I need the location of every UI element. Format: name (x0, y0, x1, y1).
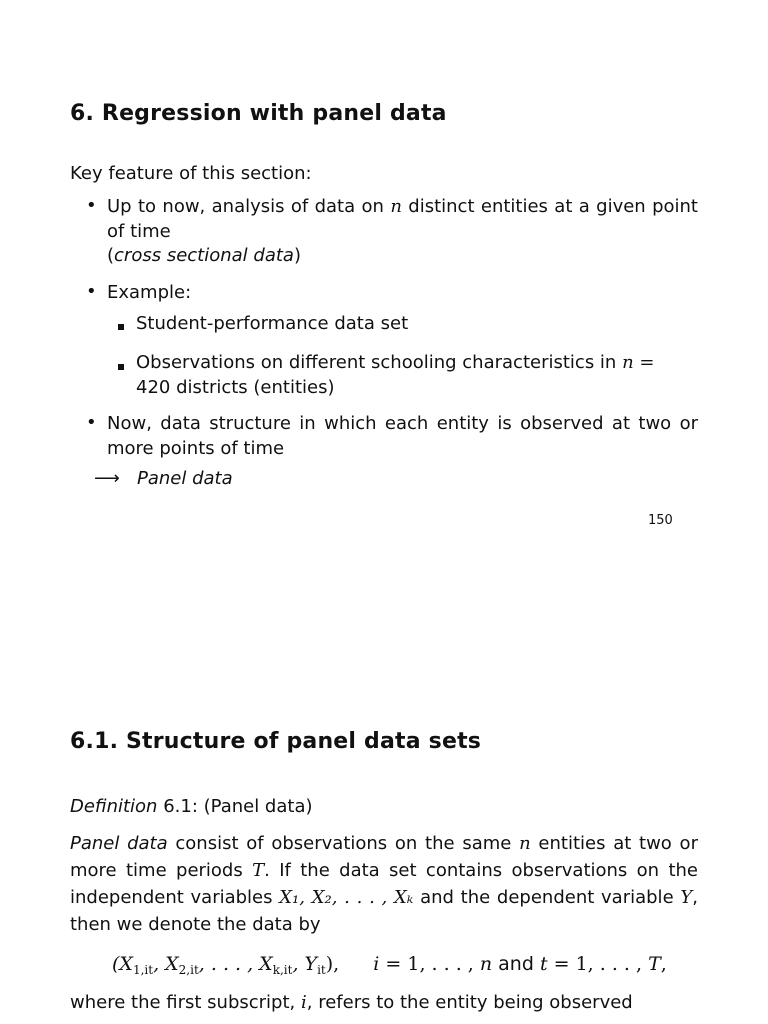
formula-subscript: it (317, 963, 326, 977)
sub-bullet-1: Student-performance data set (136, 313, 409, 334)
definition-label: Definition (70, 796, 158, 817)
bullet-dot: • (86, 281, 97, 302)
page-number: 150 (648, 513, 673, 528)
formula-part: , . . . , X (198, 953, 273, 975)
var-n: n (622, 352, 634, 373)
formula-subscript: 1,it (132, 963, 154, 977)
square-bullet (118, 364, 124, 370)
paren-open: ( (107, 245, 115, 266)
last-line-b: , refers to the entity being observed (306, 992, 633, 1013)
formula-part: (X (112, 953, 133, 975)
sub-bullet-2 (136, 351, 698, 400)
formula-part: ), (325, 953, 340, 975)
formula-comma: , (660, 953, 667, 975)
formula-T: T (648, 953, 661, 975)
bullet-dot: • (86, 195, 97, 216)
formula-part: , Y (292, 953, 318, 975)
bullet-1 (107, 195, 698, 269)
formula-range: = 1, . . . , (547, 953, 649, 975)
panel-data-term: Panel data (70, 833, 168, 854)
right-arrow-icon: ⟶ (94, 468, 120, 489)
formula-index-t: t (539, 953, 548, 975)
def-text-b: entities at two or more time periods (70, 833, 698, 881)
bullet-2: Example: (107, 282, 192, 303)
bullet-3: Now, data structure in which each entity is observed at two or more points of time (107, 413, 698, 459)
definition-heading (70, 794, 698, 819)
bullet-1-italic: cross sectional data (114, 245, 294, 266)
formula-and: and (492, 953, 540, 975)
panel-data-label: Panel data (137, 468, 233, 489)
def-text-e: , then we denote the data by (70, 887, 698, 935)
def-text-d: and the dependent variable (420, 887, 674, 908)
panel-data-formula (112, 953, 667, 977)
formula-part: , X (153, 953, 179, 975)
formula-index-i: i (373, 953, 380, 975)
var-n: n (390, 196, 402, 217)
square-bullet (118, 324, 124, 330)
subsection-title: 6.1. Structure of panel data sets (70, 729, 482, 754)
definition-number: 6.1: (163, 796, 198, 817)
var-X-list: X₁, X₂, . . . , Xₖ (279, 887, 414, 908)
var-Y: Y (680, 887, 693, 908)
formula-n: n (479, 953, 493, 975)
last-line-a: where the first subscript, (70, 992, 296, 1013)
sub-bullet-2-pre: Observations on different schooling characteristics in (136, 352, 617, 373)
var-T: T (252, 860, 265, 881)
definition-body (70, 830, 698, 938)
formula-range: = 1, . . . , (379, 953, 480, 975)
sub-bullet-2-post: 420 districts (entities) (136, 376, 335, 398)
bullet-1-pre: Up to now, analysis of data on (107, 196, 384, 217)
section-title: 6. Regression with panel data (70, 101, 447, 126)
def-text-a: consist of observations on the same (175, 833, 512, 854)
var-n: n (519, 833, 531, 854)
equals-sign: = (633, 352, 655, 373)
paren-close: ) (293, 245, 301, 266)
formula-subscript: k,it (272, 963, 293, 977)
bullet-1-post: distinct entities at a given point of time (107, 196, 698, 242)
definition-name: (Panel data) (203, 796, 313, 817)
intro-text: Key feature of this section: (70, 163, 312, 184)
bullet-dot: • (86, 412, 97, 433)
last-line (70, 990, 698, 1015)
var-i: i (301, 992, 307, 1013)
formula-subscript: 2,it (178, 963, 199, 977)
def-text-c: . If the data set contains observations on the independent variables (70, 860, 698, 908)
